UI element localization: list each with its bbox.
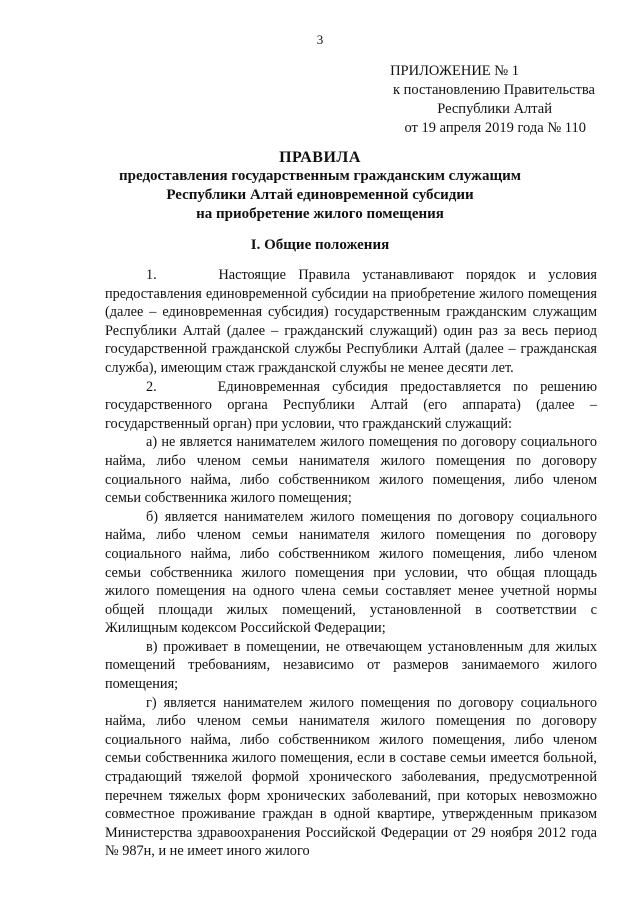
document-subtitle-line2: Республики Алтай единовременной субсидии <box>166 187 474 203</box>
document-subtitle-line1: предоставления государственным гражданским служащим <box>119 168 521 184</box>
document-title-block <box>0 148 640 224</box>
appendix-decree-ref: к постановлению Правительства <box>393 82 595 98</box>
appendix-header <box>335 62 595 138</box>
subitem-b: б) является нанимателем жилого помещения по договору социального найма, либо членом семьи нанимателя жилого помещения по договору социального найма, либо собственником жилого помещения, либо членом семьи собственника жилого помещения при условии, что общая площадь жилого помещения на одного члена семьи составляет менее учетной нормы общей площади жилых помещений, установленной в соответствии с Жилищным кодексом Российской Федерации; <box>105 508 597 637</box>
appendix-label: ПРИЛОЖЕНИЕ № 1 <box>390 63 519 79</box>
paragraph-2: 2. Единовременная субсидия предоставляется по решению государственного органа Республики Алтай (его аппарата) (далее – государственный орган) при условии, что гражданский служащий: <box>105 378 597 432</box>
paragraph-1: 1. Настоящие Правила устанавливают порядок и условия предоставления единовременной субсидии на приобретение жилого помещения (далее – единовременная субсидия) государственным гражданским служащим Республики Алтай (далее – гражданский служащий) один раз за весь период государственной гражданской службы Республики Алтай (далее – гражданская служба), имеющим стаж гражданской службы не менее десяти лет. <box>105 267 597 376</box>
document-title: ПРАВИЛА <box>279 149 361 166</box>
document-subtitle-line3: на приобретение жилого помещения <box>196 206 444 222</box>
subitem-v: в) проживает в помещении, не отвечающем установленным для жилых помещений требованиям, независимо от размеров занимаемого жилого помещения; <box>105 638 597 693</box>
page-number: 3 <box>316 32 324 47</box>
subitem-a: а) не является нанимателем жилого помещения по договору социального найма, либо членом семьи нанимателя жилого помещения по договору социального найма, либо собственником жилого помещения, либо членом семьи собственника жилого помещения; <box>105 434 597 507</box>
section-heading: I. Общие положения <box>250 237 390 253</box>
subitem-g: г) является нанимателем жилого помещения по договору социального найма, либо членом семьи нанимателя жилого помещения по договору социального найма, либо собственником жилого помещения, либо членом семьи собственника жилого помещения, если в составе семьи имеется больной, страдающий тяжелой формой хронического заболевания, предусмотренной перечнем тяжелых форм хронических заболеваний, при которых невозможно совместное проживание граждан в одной квартире, утвержденным приказом Министерства здравоохранения Российской Федерации от 29 ноября 2012 года № 987н, и не имеет иного жилого <box>105 694 597 860</box>
appendix-region: Республики Алтай <box>437 101 552 117</box>
document-body <box>105 266 597 861</box>
appendix-date: от 19 апреля 2019 года № 110 <box>404 120 586 136</box>
